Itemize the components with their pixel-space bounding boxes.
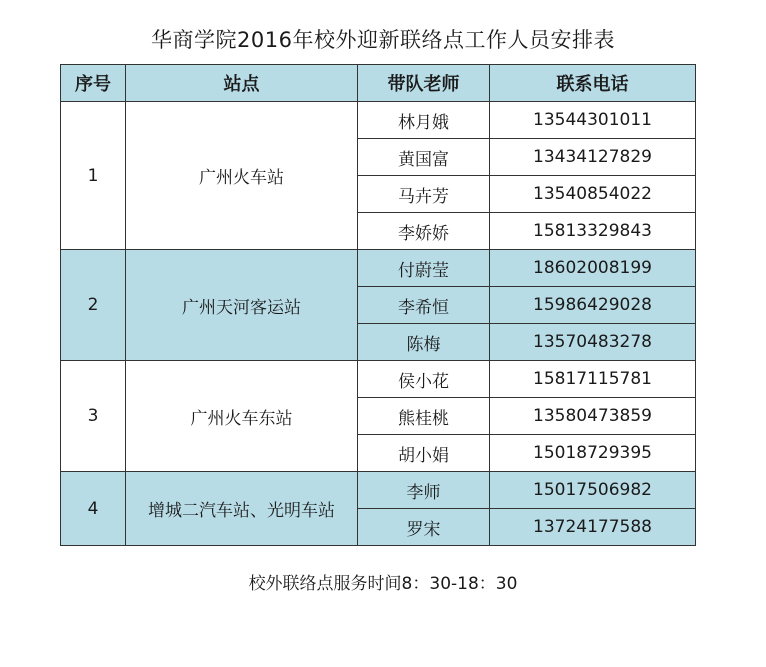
table-row [61,472,696,509]
phone-cell: 13544301011 [490,102,696,139]
service-hours-note: 校外联络点服务时间8：30-18：30 [248,574,518,594]
table-row [61,102,696,139]
teacher-cell: 李师 [358,472,490,509]
phone-cell: 13540854022 [490,176,696,213]
station-cell: 增城二汽车站、光明车站 [126,472,358,546]
table-row [61,250,696,287]
phone-cell: 13570483278 [490,324,696,361]
header-phone: 联系电话 [490,65,696,102]
header-index: 序号 [61,65,126,102]
phone-cell: 13724177588 [490,509,696,546]
index-cell: 4 [61,472,126,546]
phone-cell: 15813329843 [490,213,696,250]
phone-cell: 15017506982 [490,472,696,509]
phone-cell: 18602008199 [490,250,696,287]
station-cell: 广州火车东站 [126,361,358,472]
header-teacher: 带队老师 [358,65,490,102]
table-header-row [61,65,696,102]
teacher-cell: 马卉芳 [358,176,490,213]
teacher-cell: 黄国富 [358,139,490,176]
index-cell: 3 [61,361,126,472]
teacher-cell: 付蔚莹 [358,250,490,287]
teacher-cell: 李希恒 [358,287,490,324]
phone-cell: 15018729395 [490,435,696,472]
index-cell: 2 [61,250,126,361]
station-cell: 广州火车站 [126,102,358,250]
header-station: 站点 [126,65,358,102]
teacher-cell: 罗宋 [358,509,490,546]
teacher-cell: 胡小娟 [358,435,490,472]
phone-cell: 15817115781 [490,361,696,398]
index-cell: 1 [61,102,126,250]
table-body [61,102,696,546]
phone-cell: 15986429028 [490,287,696,324]
phone-cell: 13434127829 [490,139,696,176]
teacher-cell: 林月娥 [358,102,490,139]
schedule-table [60,64,696,546]
teacher-cell: 李娇娇 [358,213,490,250]
station-cell: 广州天河客运站 [126,250,358,361]
page-title: 华商学院2016年校外迎新联络点工作人员安排表 [151,28,615,52]
phone-cell: 13580473859 [490,398,696,435]
table-row [61,361,696,398]
teacher-cell: 陈梅 [358,324,490,361]
teacher-cell: 熊桂桃 [358,398,490,435]
teacher-cell: 侯小花 [358,361,490,398]
